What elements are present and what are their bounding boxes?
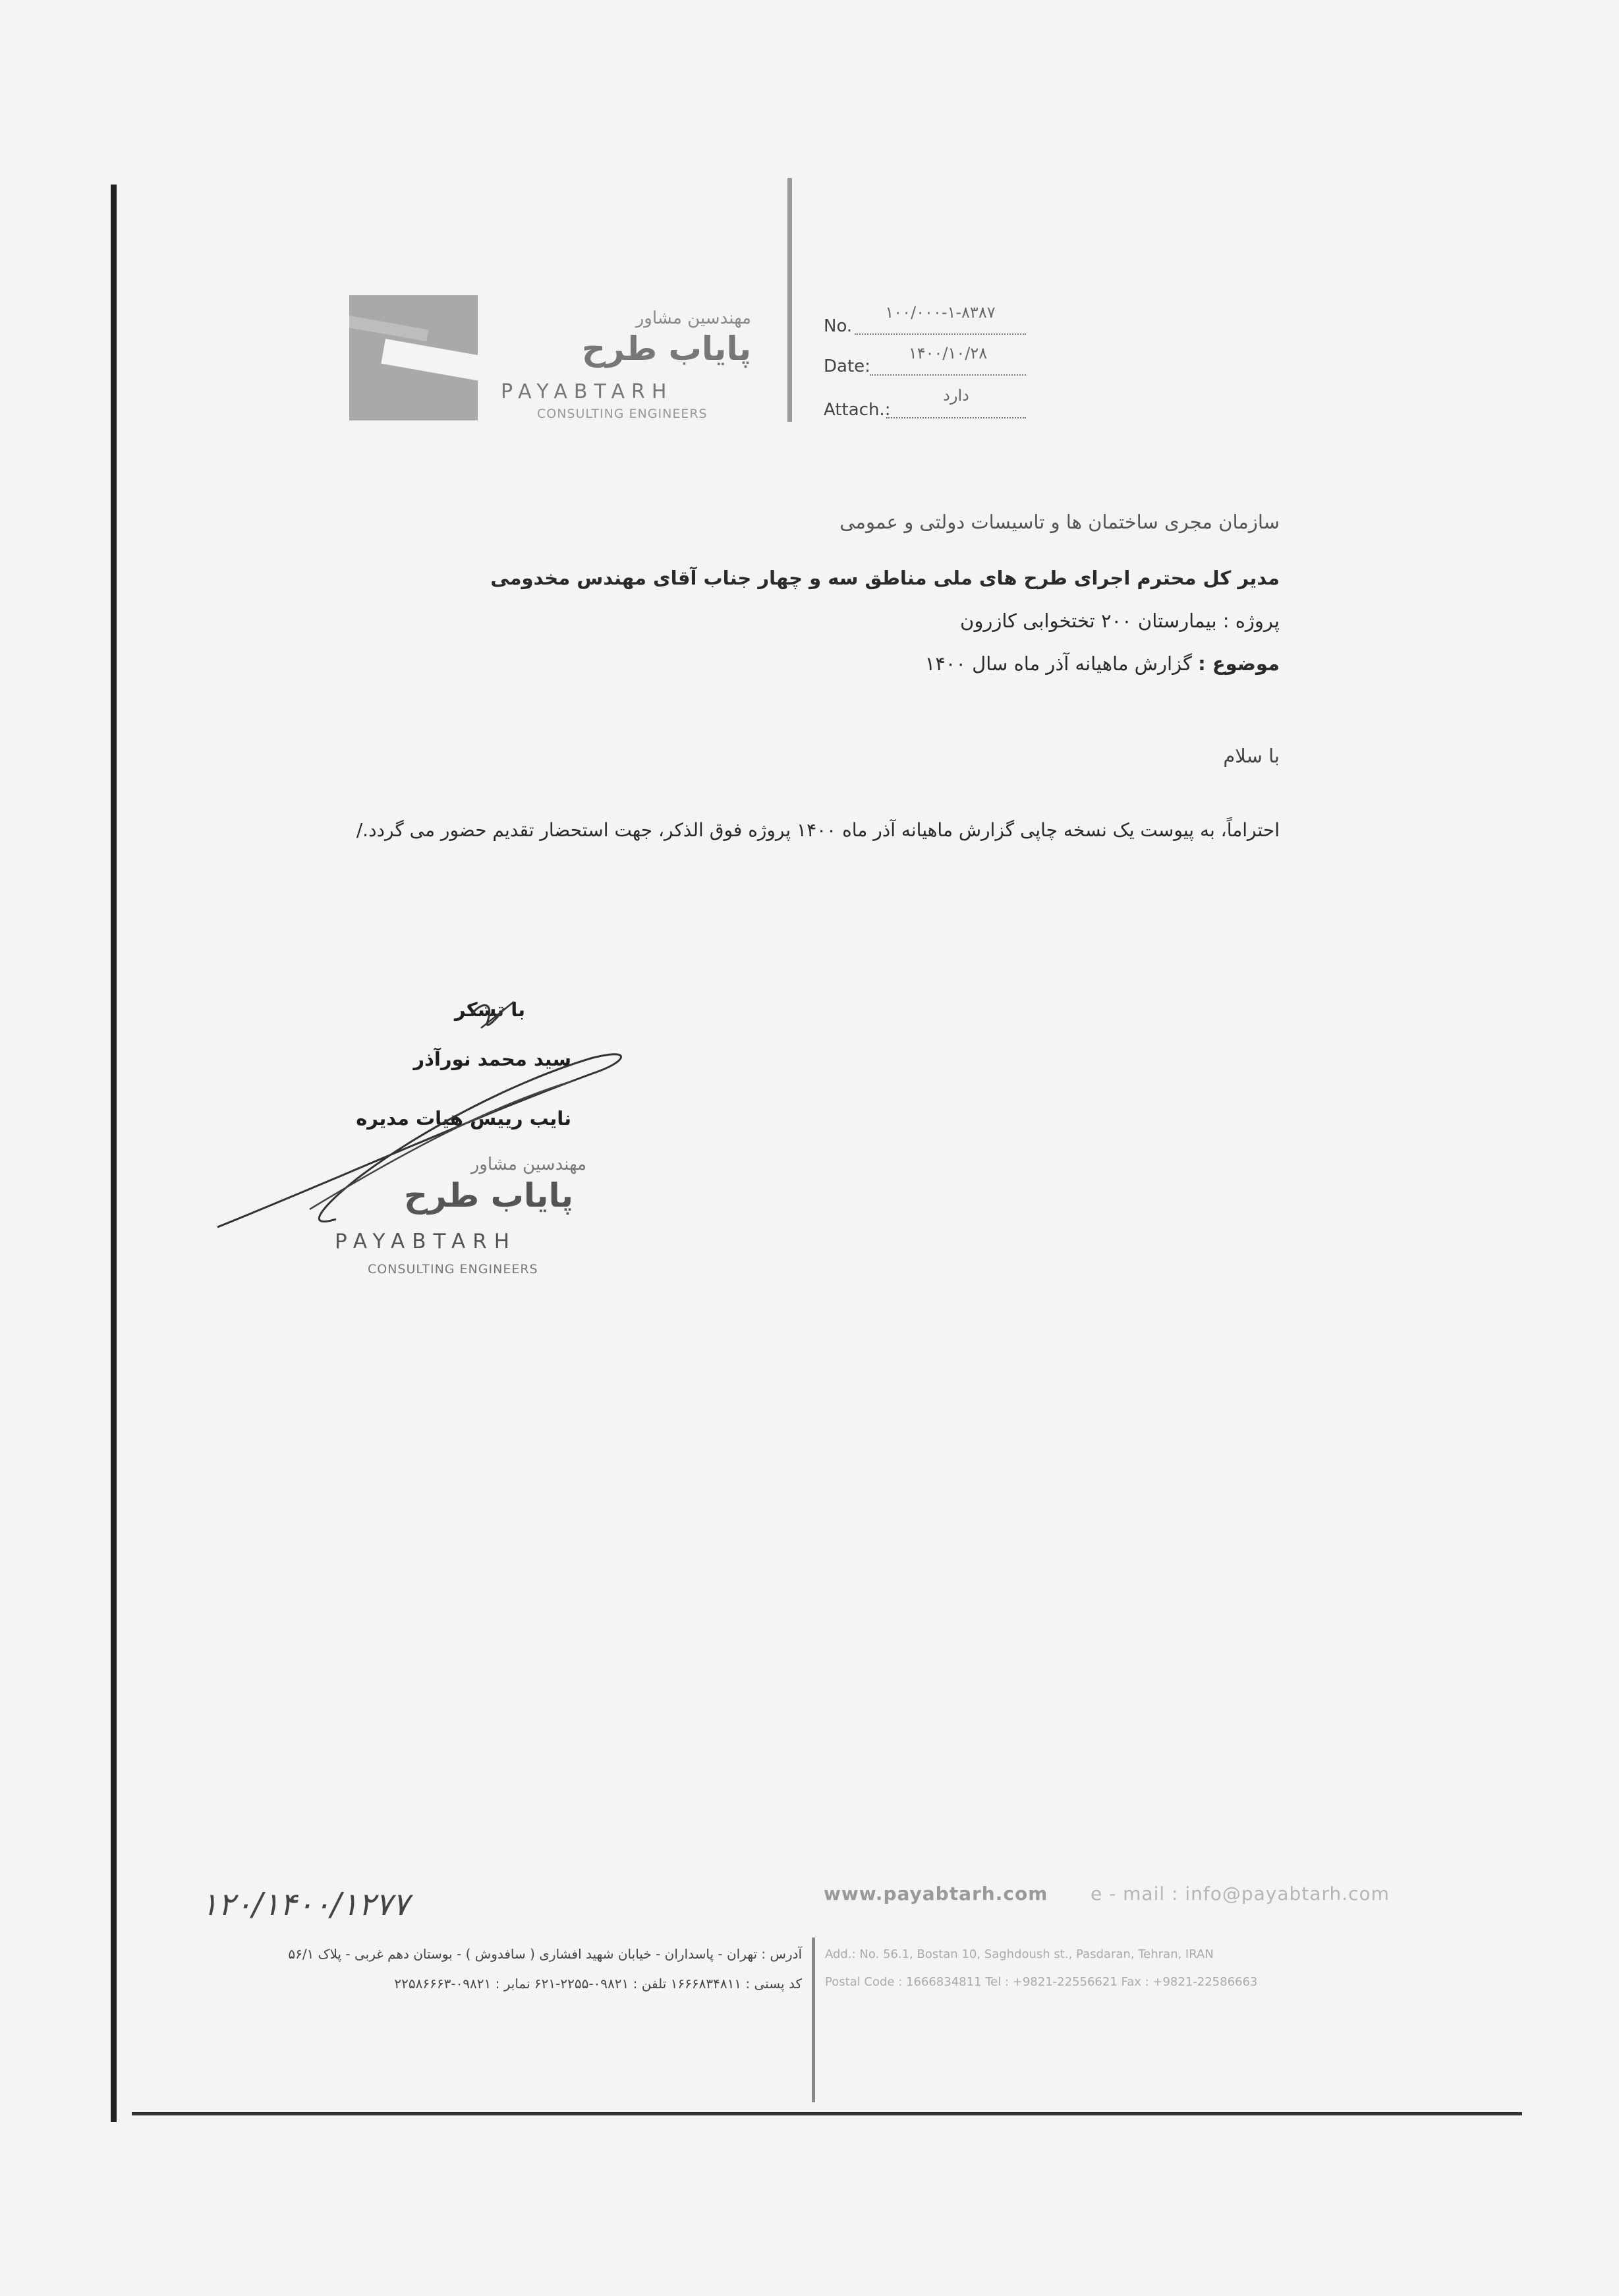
signatory-name: سید محمد نورآذر [413, 1048, 571, 1070]
logo-name-en: PAYABTARH [501, 380, 673, 403]
date-value: ۱۴۰۰/۱۰/۲۸ [908, 344, 988, 362]
attach-value: دارد [943, 386, 969, 405]
signatory-position: نایب رییس هیات مدیره [356, 1107, 571, 1130]
attach-label: Attach.: [824, 400, 891, 420]
number-label: No. [824, 316, 853, 336]
page-frame-bottom [132, 2112, 1522, 2115]
footer-phone-en: Postal Code : 1666834811 Tel : +9821-22556621 Fax : +9821-22586663 [825, 1975, 1258, 1989]
handwritten-registration-number: ۱۲۰/۱۴۰۰/۱۲۷۷ [201, 1886, 409, 1923]
logo-name-fa: پایاب طرح [582, 330, 751, 368]
letter-paragraph: احتراماً، به پیوست یک نسخه چاپی گزارش ماهیانه آذر ماه ۱۴۰۰ پروژه فوق الذکر، جهت استحضار تقدیم حضور می گردد./ [356, 819, 1280, 841]
footer-website: www.payabtarh.com [824, 1883, 1048, 1905]
number-value: ۱۰۰/۰۰۰-۱-۸۳۸۷ [885, 303, 996, 322]
logo-subtitle: CONSULTING ENGINEERS [537, 407, 708, 421]
footer-email: e - mail : info@payabtarh.com [1091, 1883, 1390, 1905]
footer-phone-fa: کد پستی : ۱۶۶۶۸۳۴۸۱۱ تلفن : ۰۹۸۲۱-۲۲۵۵-۶۲۱ نمابر : ۰۹۸۲۱-۲۲۵۸۶۶۶۳ [394, 1976, 802, 1992]
subject-label: موضوع : [1198, 652, 1280, 675]
recipient-title: مدیر کل محترم اجرای طرح های ملی مناطق سه و چهار جناب آقای مهندس مخدومی [490, 567, 1280, 589]
logo-small-text: مهندسین مشاور [635, 308, 751, 328]
signature-thanks: با تشکر [454, 998, 525, 1021]
stamp-name-en: PAYABTARH [335, 1230, 517, 1253]
stamp-small-text: مهندسین مشاور [470, 1155, 586, 1174]
greeting: با سلام [1223, 745, 1280, 767]
footer-address-fa: آدرس : تهران - پاسداران - خیابان شهید افشاری ( سافدوش ) - بوستان دهم غربی - پلاک ۵۶/۱ [288, 1946, 802, 1962]
page-frame-left [111, 185, 117, 2122]
stamp-subtitle: CONSULTING ENGINEERS [368, 1262, 538, 1277]
subject-text: گزارش ماهیانه آذر ماه سال ۱۴۰۰ [924, 652, 1192, 675]
recipient-organization: سازمان مجری ساختمان ها و تاسیسات دولتی و عمومی [839, 511, 1280, 533]
header-divider [787, 178, 792, 422]
date-label: Date: [824, 357, 870, 376]
footer-address-en: Add.: No. 56.1, Bostan 10, Saghdoush st., Pasdaran, Tehran, IRAN [825, 1947, 1214, 1961]
subject-line [489, 652, 1280, 675]
company-logo-mark [349, 295, 478, 420]
footer-divider [812, 1937, 815, 2102]
stamp-name-fa: پایاب طرح [404, 1176, 573, 1215]
project-line: پروژه : بیمارستان ۲۰۰ تختخوابی کازرون [960, 610, 1280, 632]
